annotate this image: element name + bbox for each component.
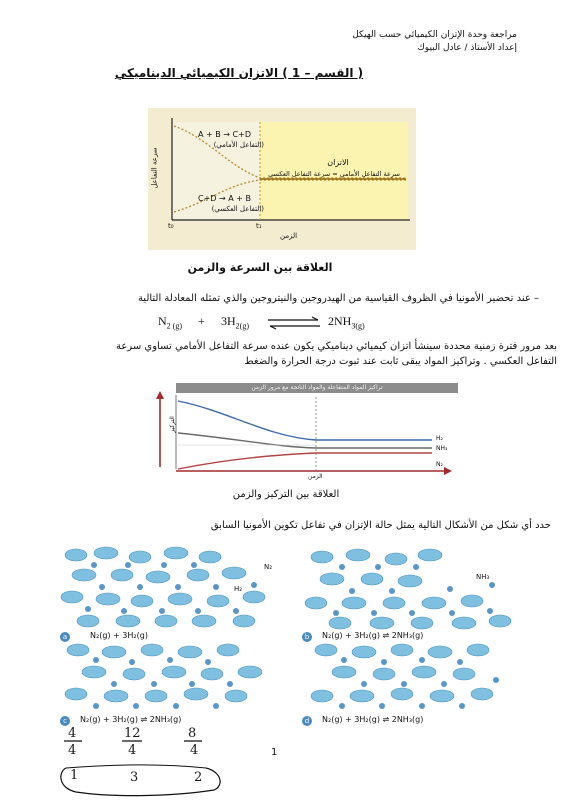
panel-c-molecules: [58, 640, 280, 714]
panel-c: [58, 640, 280, 730]
header-line2: إعداد الأستاذ / عادل البيوك: [417, 43, 517, 53]
caption-concentration-time: العلاقة بين التركيز والزمن: [232, 489, 340, 500]
question-text: حدد أي شكل من الأشكال التالية يمثل حالة الإتزان في تفاعل تكوين الأمونيا السابق: [210, 520, 551, 531]
panel-b-equation: N₂(g) + 3H₂(g) ⇌ 2NH₃(g): [322, 631, 424, 640]
h2-series-label: H₂: [436, 435, 443, 442]
hw-top-1: 4: [68, 726, 77, 741]
panel-c-badge: [60, 716, 70, 726]
hw-mid-1: 4: [68, 743, 77, 758]
concentration-time-figure: [148, 381, 460, 481]
concentration-y-axis-label: التركيز: [168, 416, 176, 433]
n2-subscript: 2 (g): [166, 321, 182, 331]
t1-label: t₁: [256, 222, 262, 230]
hw-mid-2: 4: [128, 743, 137, 758]
panel-d-badge: [302, 716, 312, 726]
t0-label: t₀: [168, 222, 174, 230]
paragraph-line2: التفاعل العكسي . وتراكيز المواد يبقى ثابت عند ثبوت درجة الحرارة والضغط: [244, 356, 557, 367]
panel-a-n2-label: N₂: [264, 563, 273, 571]
panel-d: [300, 640, 522, 730]
panel-d-letter: d: [304, 717, 310, 725]
equilibrium-arrows-icon: [266, 316, 322, 330]
concentration-banner: تراكيز المواد المتفاعلة والمواد الناتجة مع مرور الزمن: [251, 384, 383, 391]
forward-label: (التفاعل الأمامي): [213, 141, 264, 149]
hw-bottom-2: 3: [130, 770, 139, 785]
panel-a-letter: a: [62, 633, 68, 641]
reverse-label: (التفاعل العكسي): [211, 205, 264, 213]
n2-series-label: N₂: [436, 461, 443, 468]
panel-b-nh3-label: NH₃: [476, 573, 490, 581]
rate-time-figure: [148, 108, 416, 250]
panel-d-molecules: [300, 640, 522, 714]
panel-b-molecules: [300, 545, 522, 631]
h2-subscript: 2(g): [235, 321, 249, 331]
hw-mid-3: 4: [190, 743, 199, 758]
rate-y-axis-label: سرعة التفاعل: [150, 147, 159, 189]
hw-top-3: 8: [188, 726, 197, 741]
panel-c-letter: c: [63, 717, 67, 725]
hw-top-2: 12: [124, 726, 141, 741]
nh3-series-label: NH₃: [436, 445, 448, 452]
handwritten-notes: [56, 728, 226, 798]
paragraph-line1: بعد مرور فترة زمنية محددة سينشأ اتزان كيميائي ديناميكي يكون عنده سرعة التفاعل الأمامي تساوي سرعة: [115, 341, 557, 352]
ammonia-equation: [158, 314, 388, 334]
equilibrium-title: الاتزان: [327, 158, 349, 167]
equilibrium-text: سرعة التفاعل الأمامي = سرعة التفاعل العكسي: [268, 170, 400, 178]
panel-b-letter: b: [304, 633, 310, 641]
intro-text: – عند تحضير الأمونيا في الظروف القياسية من الهيدروجين والنيتروجين والذي تمثله المعادلة التالية: [137, 293, 539, 304]
hw-bottom-3: 2: [194, 770, 203, 785]
reverse-equation: C+D → A + B: [198, 194, 251, 203]
section-title: ( القسم – 1 ) الاتزان الكيميائي الديناميكي: [114, 66, 364, 80]
header-line1: مراجعة وحدة الإتزان الكيميائي حسب الهيكل: [352, 30, 517, 40]
panel-b: [300, 545, 522, 647]
h2-formula: 3H: [221, 314, 236, 328]
rate-x-axis-label: الزمن: [280, 232, 298, 240]
panel-c-equation: N₂(g) + 3H₂(g) ⇌ 2NH₃(g): [80, 715, 182, 724]
concentration-x-axis-label: الزمن: [308, 473, 323, 480]
n2-formula: N: [158, 314, 167, 328]
nh3-subscript: 3(g): [351, 321, 365, 331]
page-number: 1: [271, 747, 278, 758]
nh3-formula: 2NH: [328, 314, 352, 328]
panel-a: [58, 545, 280, 647]
panel-d-equation: N₂(g) + 3H₂(g) ⇌ 2NH₃(g): [322, 715, 424, 724]
caption-rate-time: العلاقة بين السرعة والزمن: [187, 261, 333, 274]
forward-equation: A + B → C+D: [198, 130, 251, 139]
plus-sign: +: [198, 314, 205, 328]
panel-a-h2-label: H₂: [234, 585, 243, 593]
panel-a-equation: N₂(g) + 3H₂(g): [90, 631, 148, 640]
hw-bottom-1: 1: [70, 768, 79, 783]
panel-a-molecules: [58, 545, 280, 631]
